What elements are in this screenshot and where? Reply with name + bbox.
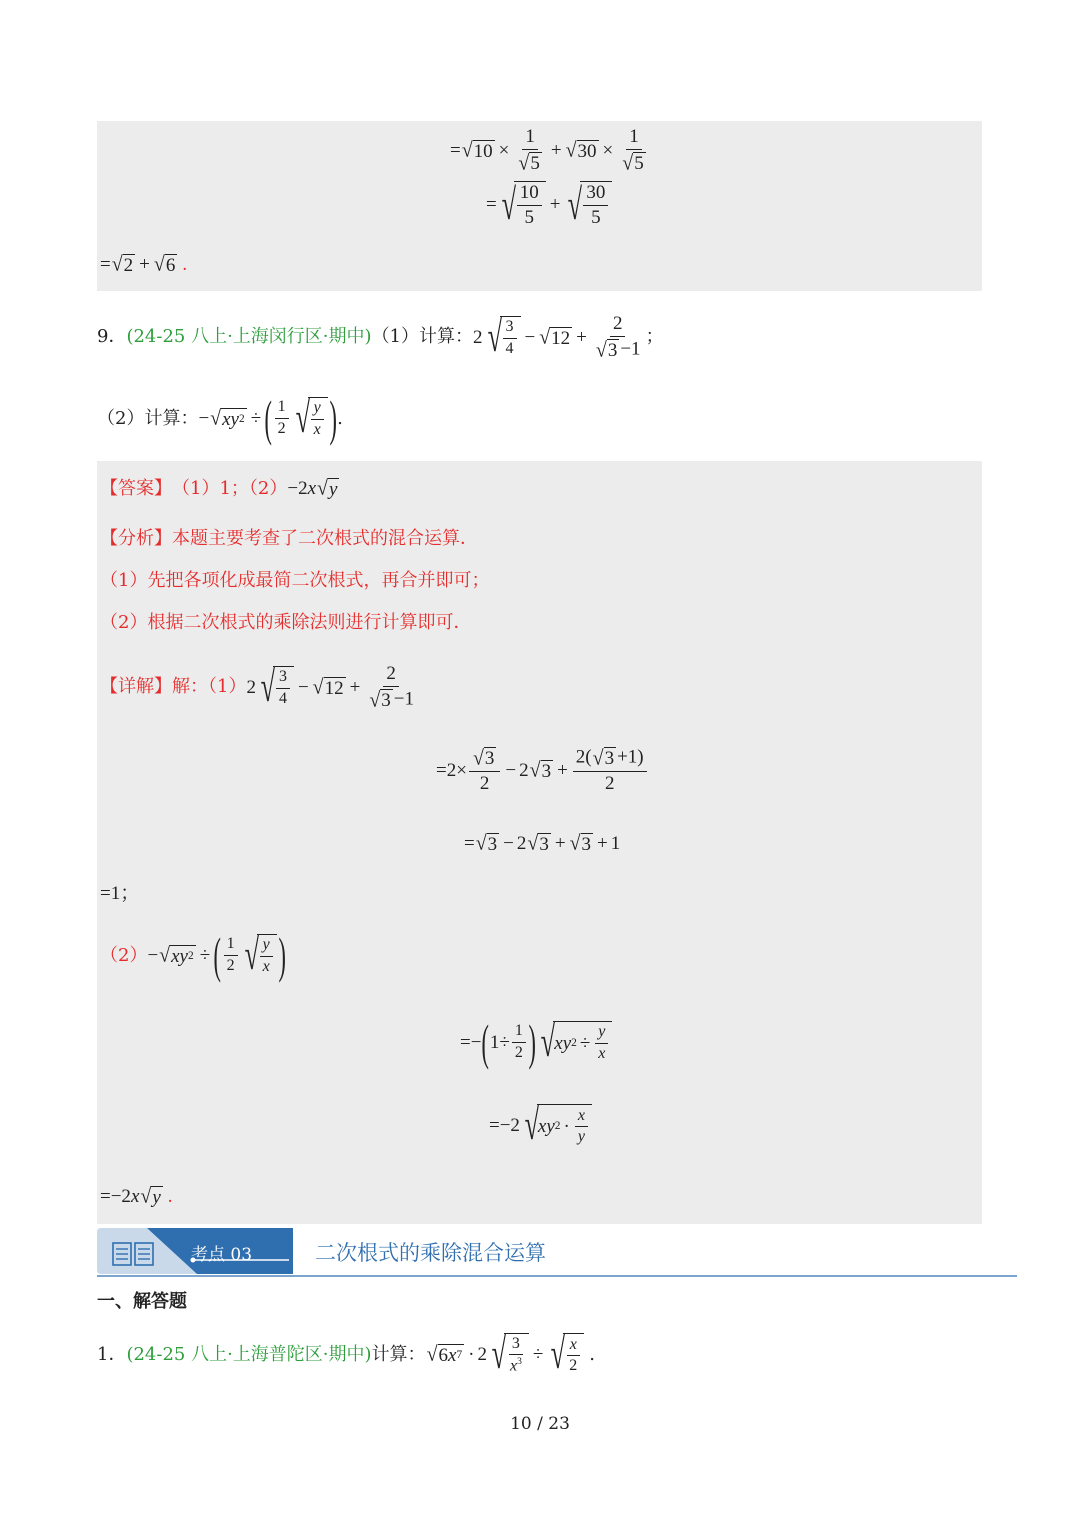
question-number: 9．: [97, 326, 127, 348]
result-line: =−2 x √ y .: [100, 1184, 173, 1208]
answer-line: 【答案】 （1）1；（2） −2 x √ y: [100, 476, 338, 500]
equation-line: =−2 √ xy 2 · $\frac{x}{y}$: [489, 1104, 593, 1148]
answer-tag: 【答案】: [100, 477, 172, 499]
section-title: 二次根式的乘除混合运算: [315, 1241, 546, 1265]
question-source: (24-25 八上·上海普陀区·期中): [126, 1343, 372, 1365]
equation-line: = √ 2 + √ 6 .: [100, 252, 188, 276]
part-label: （1）计算：: [371, 326, 474, 348]
equation-line: = √ $\frac{10}{5}$ + √ $\frac{30}{5}$: [486, 181, 613, 228]
equation-line: = √ 10 × 1 √ 5 + √ 30 × 1 √ 5: [450, 126, 644, 175]
subheading: 一、解答题: [97, 1291, 187, 1312]
question-source: (24-25 八上·上海闵行区·期中): [126, 326, 372, 348]
analysis-step-2: （2）根据二次根式的乘除法则进行计算即可．: [100, 612, 472, 633]
question-9-part2: （2）计算： − √ xy 2 ÷ ( $\frac{1}{2}$ √ $\frac{y}{x}$ ) .: [97, 391, 343, 446]
analysis-tag: 【分析】: [100, 528, 172, 549]
equation-line: =− ( 1÷ $\frac{1}{2}$ ) √ xy 2 ÷ $\frac{y}{x}$: [460, 1018, 613, 1067]
page-number: 10 / 23: [510, 1414, 570, 1434]
equation-line: = √ 3 − 2 √ 3 + √ 3 + 1: [464, 831, 621, 855]
detail-line: 【详解】 解：（1） 2 √ $\frac{3}{4}$ − √ 12 + 2 √ 3 −1: [100, 662, 414, 712]
detail-part2: （2） − √ xy 2 ÷ ( $\frac{1}{2}$ √ $\frac{y}{x}$ ): [100, 928, 286, 983]
book-icon: [111, 1241, 163, 1271]
section-header: [97, 1226, 1017, 1278]
equation-line: =2× √ 3 2 − 2 √ 3 + 2( √ 3 +1) 2: [436, 747, 649, 794]
question-9: 9． (24-25 八上·上海闵行区·期中) （1）计算： 2 √ $\frac{3}{4}$ − √ 12 + 2 √ 3 −1 ；: [97, 312, 664, 362]
question-number: 1．: [97, 1343, 127, 1365]
analysis-line: 【分析】 本题主要考查了二次根式的混合运算．: [100, 528, 478, 549]
detail-tag: 【详解】: [100, 676, 172, 698]
part-label: （2）计算：: [97, 407, 199, 429]
result-line: =1；: [100, 883, 140, 904]
analysis-step-1: （1）先把各项化成最简二次根式，再合并即可；: [100, 570, 490, 591]
question-1: 1． (24-25 八上·上海普陀区·期中) 计算： √ 6 x 7 · 2 √ $\frac{3}{x^3}$ ÷ √ $\frac{x}{2}$ .: [97, 1330, 596, 1378]
section-badge-label: 考点 03: [191, 1245, 253, 1265]
